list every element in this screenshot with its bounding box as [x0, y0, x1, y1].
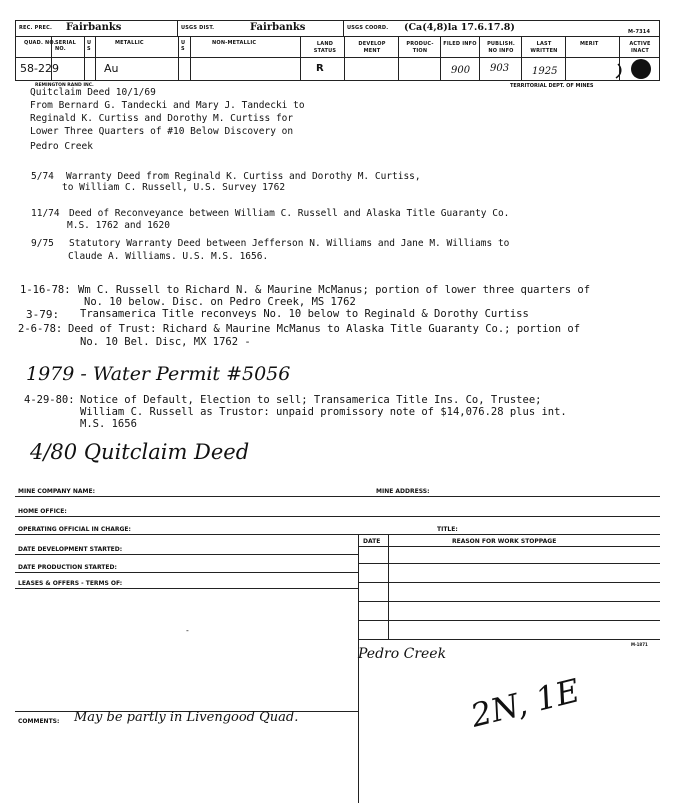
usgs-dist-label: USGS DIST.	[181, 25, 215, 31]
note-line-3: Lower Three Quarters of #10 Below Discovery on	[30, 126, 294, 137]
mine-company-name-label: MINE COMPANY NAME:	[18, 488, 95, 495]
entry-4-date: 1-16-78:	[20, 284, 71, 296]
entry-6-line-a: Deed of Trust: Richard & Maurine McManus to Alaska Title Guaranty Co.; portion of	[68, 323, 581, 335]
home-office-label: HOME OFFICE:	[18, 508, 67, 515]
comments-label: COMMENTS:	[18, 718, 60, 725]
col-us-2: U S	[181, 40, 186, 52]
form-number: M-7314	[628, 29, 651, 35]
entry-1-date: 5/74	[31, 171, 54, 182]
entry-7-line-b: William C. Russell as Trustor: unpaid promissory note of $14,076.28 plus int.	[80, 406, 567, 418]
entry-2-date: 11/74	[31, 208, 60, 219]
handwritten-water-permit: 1979 - Water Permit #5056	[26, 363, 291, 385]
reason-column-header: REASON FOR WORK STOPPAGE	[452, 538, 557, 545]
stray-mark: -	[185, 626, 190, 635]
col-us-1: U S	[87, 40, 92, 52]
entry-2-line-a: Deed of Reconveyance between William C. Russell and Alaska Title Guaranty Co.	[69, 208, 510, 219]
handwritten-comments: May be partly in Livengood Quad.	[74, 710, 299, 725]
entry-3-line-b: Claude A. Williams. U.S. M.S. 1656.	[68, 251, 269, 262]
note-line-2: Reginald K. Curtiss and Dorothy M. Curtiss for	[30, 113, 294, 124]
entry-6-date: 2-6-78:	[18, 323, 63, 335]
col-quad-no: QUAD. NO.	[24, 40, 56, 46]
mine-address-label: MINE ADDRESS:	[376, 488, 430, 495]
entry-7-line-a: Notice of Default, Election to sell; Transamerica Title Ins. Co, Trustee;	[80, 394, 542, 406]
operating-official-label: OPERATING OFFICIAL IN CHARGE:	[18, 526, 131, 533]
note-line-1: From Bernard G. Tandecki and Mary J. Tandecki to	[30, 100, 305, 111]
handwritten-coordinates: 2N, 1E	[467, 671, 584, 735]
entry-3-line-a: Statutory Warranty Deed between Jefferson N. Williams and Jane M. Williams to	[69, 238, 510, 249]
entry-4-line-a: Wm C. Russell to Richard N. & Maurine McManus; portion of lower three quarters of	[78, 284, 591, 296]
entry-5-line-a: Transamerica Title reconveys No. 10 below to Reginald & Dorothy Curtiss	[80, 308, 529, 320]
serial-value: 58-229	[20, 62, 59, 75]
entry-5-date: 3-79:	[26, 308, 60, 321]
rec-prec-value: Fairbanks	[66, 22, 122, 33]
entry-4-line-b: No. 10 below. Disc. on Pedro Creek, MS 1762	[84, 296, 356, 308]
col-non-metallic: NON-METALLIC	[212, 40, 257, 46]
col-last-written: LAST WRITTEN	[530, 41, 558, 54]
entry-6-line-b: No. 10 Bel. Disc, MX 1762 -	[80, 336, 251, 348]
col-production: PRODUC-TION	[406, 41, 434, 54]
col-active-inact: ACTIVE INACT	[629, 41, 651, 54]
date-production-label: DATE PRODUCTION STARTED:	[18, 564, 117, 571]
active-status-mark	[612, 58, 660, 84]
handwritten-quitclaim: 4/80 Quitclaim Deed	[30, 440, 250, 464]
col-development: DEVELOP MENT	[358, 41, 386, 54]
last-written-value: 1925	[532, 66, 558, 77]
col-serial-no: SERIAL NO.	[55, 40, 76, 52]
usgs-coord-label: USGS COORD.	[347, 25, 389, 31]
publish-no-info-value: 903	[490, 63, 510, 74]
leases-offers-label: LEASES & OFFERS - TERMS OF:	[18, 580, 123, 587]
title-label: TITLE:	[437, 526, 458, 533]
entry-2-line-b: M.S. 1762 and 1620	[67, 220, 170, 231]
entry-7-date: 4-29-80:	[24, 394, 75, 406]
quitclaim-line: Quitclaim Deed 10/1/69	[30, 87, 156, 98]
entry-1-line-b: to William C. Russell, U.S. Survey 1762	[62, 182, 286, 193]
date-development-label: DATE DEVELOPMENT STARTED:	[18, 546, 123, 553]
stamp-right: TERRITORIAL DEPT. OF MINES	[510, 83, 594, 89]
entry-1-line-a: Warranty Deed from Reginald K. Curtiss and Dorothy M. Curtiss,	[66, 171, 421, 182]
metallic-value: Au	[104, 62, 119, 75]
col-merit: MERIT	[580, 41, 599, 47]
handwritten-pedro-creek: Pedro Creek	[358, 646, 447, 662]
entry-7-line-c: M.S. 1656	[80, 418, 137, 430]
usgs-dist-value: Fairbanks	[250, 22, 306, 33]
col-land-status: LAND STATUS	[313, 41, 337, 54]
rec-prec-label: REC. PREC.	[19, 25, 53, 31]
land-status-value: R	[316, 63, 324, 74]
stamp-left: REMINGTON RAND INC.	[35, 83, 94, 88]
col-metallic: METALLIC	[115, 40, 144, 46]
usgs-coord-value: (Ca(4,8)la 17.6.17.8)	[404, 22, 515, 33]
small-form-number: M-1871	[631, 642, 648, 647]
date-column-header: DATE	[363, 538, 381, 545]
col-publish-no-info: PUBLISH. NO INFO	[487, 41, 515, 54]
entry-3-date: 9/75	[31, 238, 54, 249]
col-filed-info: FILED INFO	[443, 41, 477, 47]
note-line-4: Pedro Creek	[30, 141, 93, 152]
filed-info-value: 900	[451, 65, 471, 76]
